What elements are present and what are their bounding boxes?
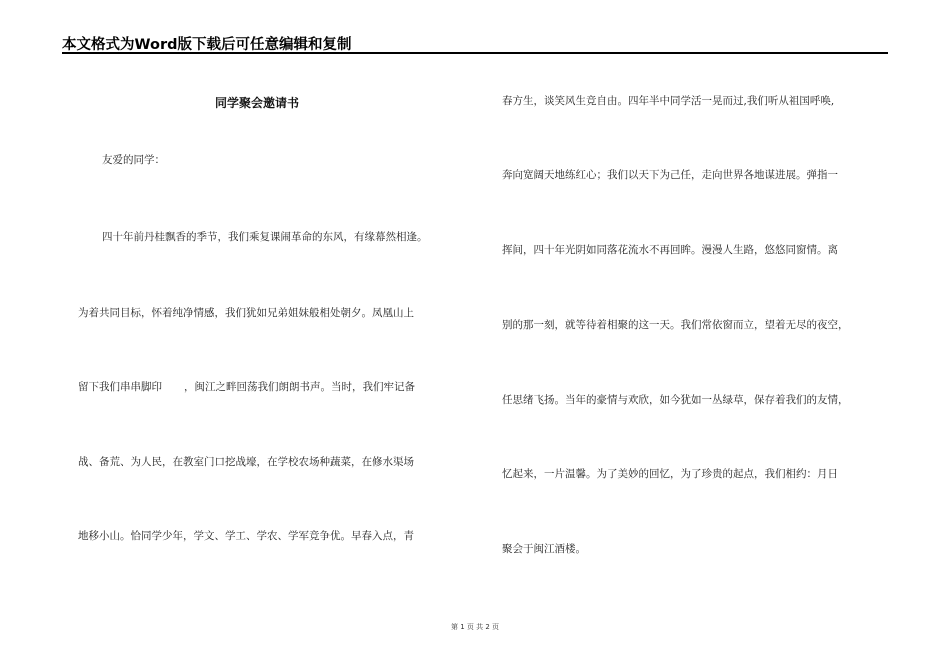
body-line: 别的那一刻，就等待着相聚的这一天。我们常依窗而立，望着无尽的夜空，	[502, 319, 849, 331]
body-line: 忆起来，一片温馨。为了美妙的回忆，为了珍贵的起点，我们相约：月日	[502, 468, 838, 480]
body-line: 奔向宽阔天地练红心；我们以天下为己任，走向世界各地谋进展。弹指一	[502, 169, 838, 181]
body-line: 四十年前丹桂飘香的季节，我们乘复课闹革命的东风，有缘幕然相逢。	[102, 231, 428, 243]
body-line: 挥间，四十年光阴如同落花流水不再回眸。漫漫人生路，悠悠同窗情。离	[502, 244, 838, 256]
document-title: 同学聚会邀请书	[215, 96, 300, 110]
body-line: 聚会于闽江酒楼。	[502, 543, 586, 555]
body-line-wrapper	[78, 380, 415, 394]
right-column	[480, 0, 950, 672]
body-line: 任思绪飞扬。当年的豪情与欢欣，如今犹如一丛绿草，保存着我们的友情，	[502, 394, 849, 406]
body-line-part: 留下我们串串脚印	[78, 381, 162, 393]
page-footer	[0, 622, 950, 632]
header-text: 本文格式为Word版下载后可任意编辑和复制	[62, 37, 352, 53]
body-line: 春方生，谈笑风生竞自由。四年半中同学活一晃而过,我们听从祖国呼唤,	[502, 95, 835, 107]
body-line: 战、备荒、为人民，在教室门口挖战壕，在学校农场种蔬菜，在修水渠场	[78, 456, 414, 468]
body-line-part: ，闽江之畔回荡我们朗朗书声。当时，我们牢记备	[184, 381, 415, 393]
body-line: 地移小山。恰同学少年，学文、学工、学农、学军竞争优。早春入点，青	[78, 530, 414, 542]
greeting: 友爱的同学：	[102, 154, 165, 166]
body-line: 为着共同目标，怀着纯净情感，我们犹如兄弟姐妹般相处朝夕。凤凰山上	[78, 307, 414, 319]
page-indicator: 第 1 页 共 2 页	[450, 623, 500, 631]
